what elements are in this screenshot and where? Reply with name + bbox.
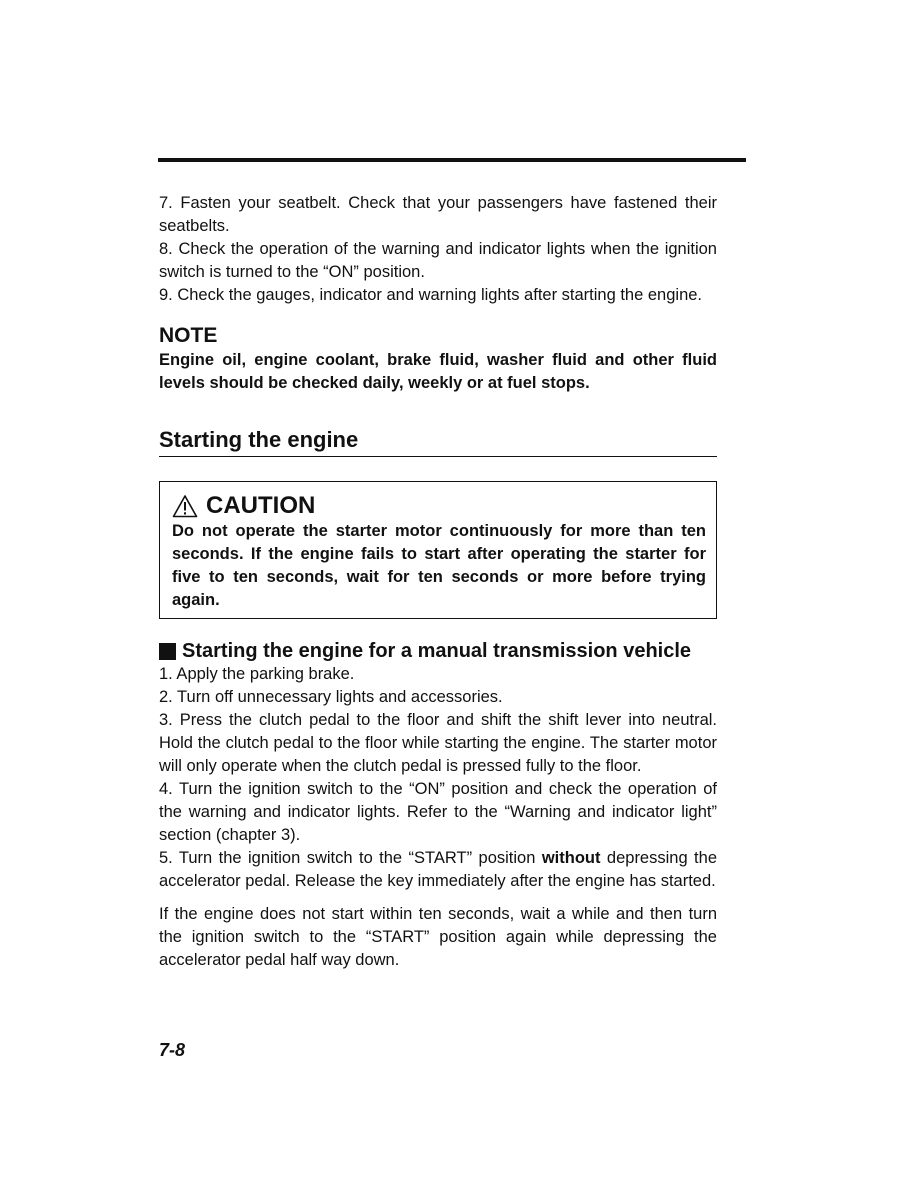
step-item-5 — [159, 847, 717, 893]
square-bullet-icon — [159, 643, 176, 660]
warning-triangle-icon — [172, 494, 198, 518]
caution-label: CAUTION — [206, 492, 316, 519]
step-item: 1. Apply the parking brake. — [159, 665, 355, 683]
subsection-heading — [159, 639, 717, 663]
intro-list — [159, 192, 717, 307]
caution-text: Do not operate the starter motor continuously for more than ten seconds. If the engine fails to start after operating the starter for five to ten seconds, wait for ten seconds or more before trying again. — [172, 522, 706, 609]
step5-bold: without — [541, 849, 601, 867]
step-item: 4. Turn the ignition switch to the “ON” position and check the operation of the warning and indicator lights. Refer to the “Warning and indicator light” section (chapter 3). — [159, 780, 717, 844]
top-rule — [158, 158, 746, 162]
step5-after: depressing the accelerator pedal. Release the key immediately after the engine has started. — [159, 849, 717, 890]
section-heading: Starting the engine — [159, 427, 717, 457]
steps-list — [159, 663, 717, 893]
caution-title — [172, 492, 706, 520]
step5-before: 5. Turn the ignition switch to the “START” position — [159, 849, 542, 867]
page-content — [159, 192, 717, 972]
note-text: Engine oil, engine coolant, brake fluid, washer fluid and other fluid levels should be checked daily, weekly or at fuel stops. — [159, 351, 717, 392]
intro-item: 8. Check the operation of the warning and indicator lights when the ignition switch is turned to the “ON” position. — [159, 240, 717, 281]
subsection-heading-text: Starting the engine for a manual transmission vehicle — [182, 640, 692, 662]
step-item: 2. Turn off unnecessary lights and accessories. — [159, 688, 503, 706]
step-item: 3. Press the clutch pedal to the floor and shift the shift lever into neutral. Hold the clutch pedal to the floor while starting the engine. The starter motor will only operate when the clutch pedal is pressed fully to the floor. — [159, 711, 717, 775]
intro-item: 7. Fasten your seatbelt. Check that your passengers have fastened their seatbelts. — [159, 194, 717, 235]
caution-box — [159, 481, 717, 619]
closing-paragraph: If the engine does not start within ten seconds, wait a while and then turn the ignition switch to the “START” position again while depressing the accelerator pedal half way down. — [159, 905, 717, 969]
note-heading: NOTE — [159, 324, 218, 347]
page-number: 7-8 — [159, 1040, 186, 1060]
intro-item: 9. Check the gauges, indicator and warning lights after starting the engine. — [159, 286, 703, 304]
